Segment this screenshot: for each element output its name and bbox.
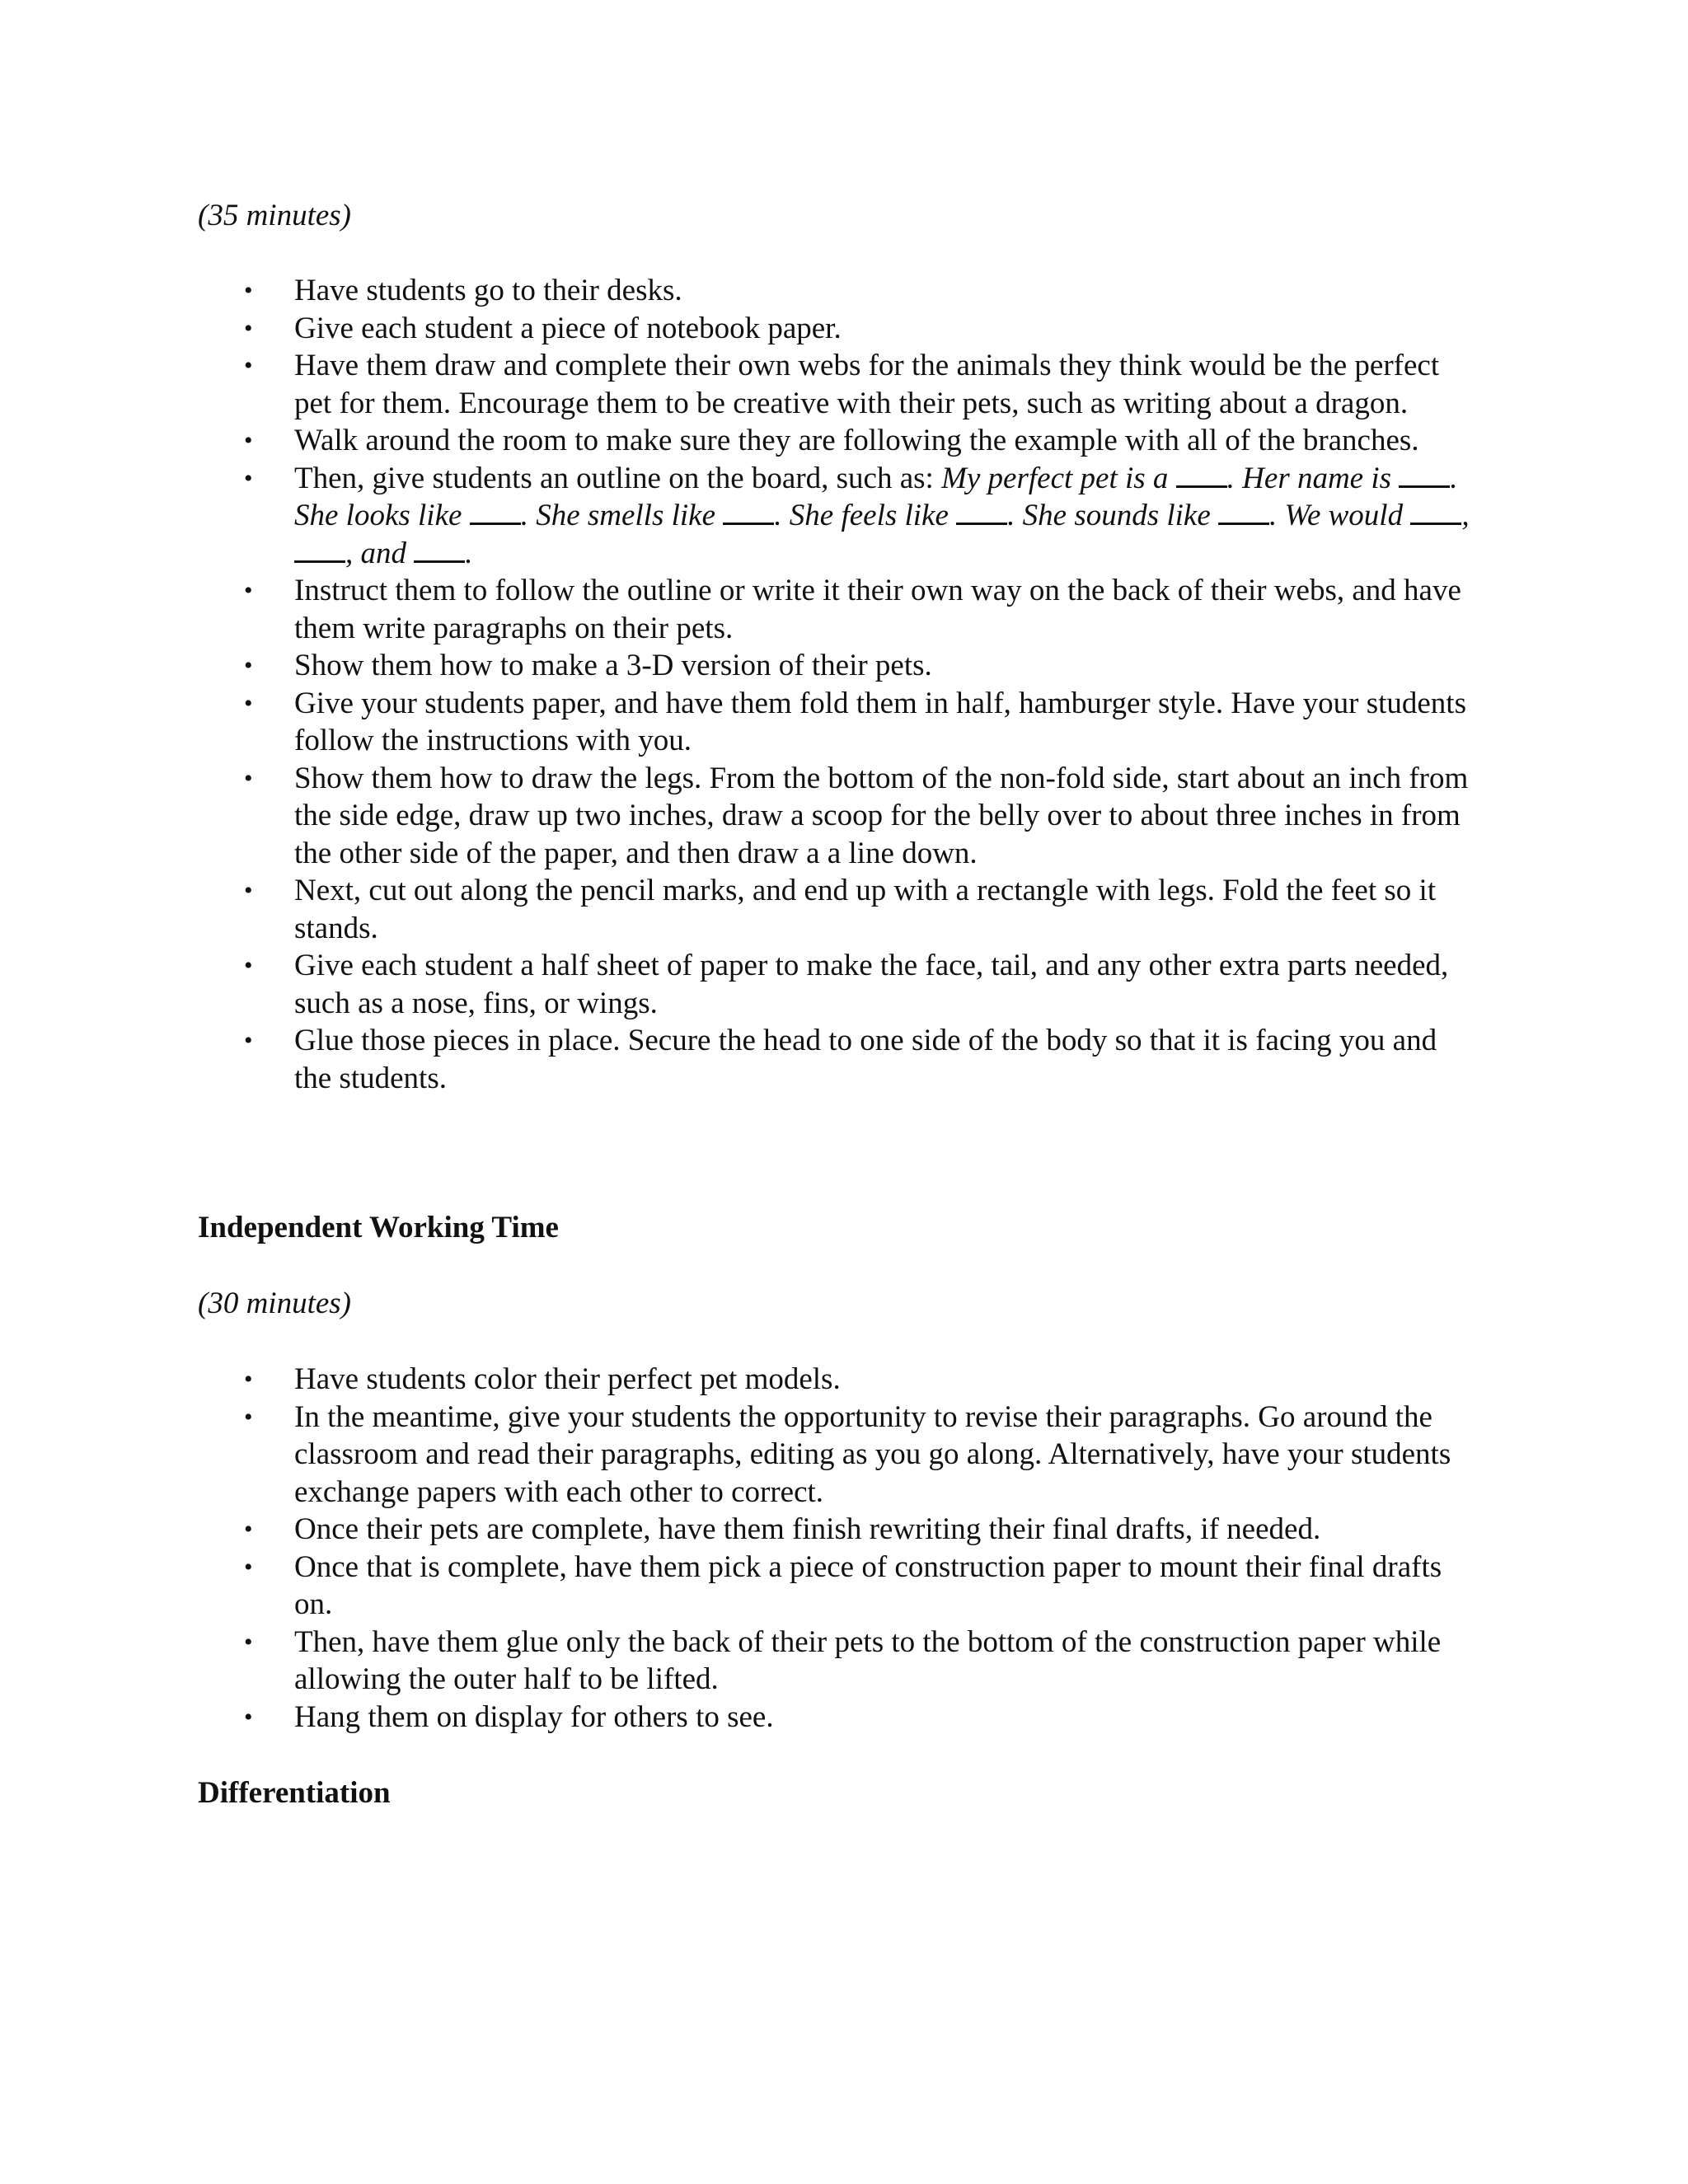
fill-blank xyxy=(1218,498,1269,525)
list-item: • Show them how to make a 3-D version of their pets. xyxy=(0,647,1473,685)
list-item: • Glue those pieces in place. Secure the head to one side of the body so that it is facing you and the students. xyxy=(244,1024,1437,1095)
bullet-icon: • xyxy=(244,1366,253,1393)
section-heading: Differentiation xyxy=(198,1776,391,1810)
list-item: • Then, have them glue only the back of their pets to the bottom of the construction paper while allowing the outer half to be lifted. xyxy=(244,1624,1442,1696)
section-timing: (35 minutes) xyxy=(198,199,351,232)
list-item: • Give your students paper, and have them fold them in half, hamburger style. Have your students follow the instructions with you. xyxy=(244,686,1466,757)
list-item: • Show them how to draw the legs. From the bottom of the non-fold side, start about an inch from the side edge, draw up two inches, draw a scoop for the belly over to about three inches in from the other side of the paper, and then draw a a line down. xyxy=(244,761,1469,870)
bullet-icon: • xyxy=(244,314,253,342)
list-item: • Have them draw and complete their own webs for the animals they think would be the perfect pet for them. Encourage them to be creative with their pets, such as writing about a dragon. xyxy=(244,349,1440,420)
bullet-icon: • xyxy=(244,1027,253,1054)
list-item: • Have students color their perfect pet models. xyxy=(0,1361,1473,1399)
list-item: • Instruct them to follow the outline or write it their own way on the back of their webs, and have them write paragraphs on their pets. xyxy=(244,574,1461,645)
section-timing: (30 minutes) xyxy=(198,1286,351,1320)
list-item: • Give each student a half sheet of paper to make the face, tail, and any other extra parts needed, such as a nose, fins, or wings. xyxy=(244,949,1449,1020)
bullet-icon: • xyxy=(244,277,253,304)
bullet-icon: • xyxy=(244,577,253,604)
working-time-list xyxy=(0,1361,1688,1736)
fill-blank xyxy=(294,536,345,563)
list-item: • Have students go to their desks. xyxy=(0,272,1473,310)
fill-blank xyxy=(723,498,774,525)
bullet-icon: • xyxy=(244,952,253,979)
fill-blank xyxy=(956,498,1007,525)
bullet-icon: • xyxy=(244,764,253,792)
list-item: • Once that is complete, have them pick a piece of construction paper to mount their final drafts on. xyxy=(244,1549,1442,1621)
bullet-icon: • xyxy=(244,1403,253,1431)
section-heading: Independent Working Time xyxy=(198,1211,559,1244)
bullet-icon: • xyxy=(244,1703,253,1731)
bullet-icon: • xyxy=(244,1628,253,1656)
bullet-icon: • xyxy=(244,689,253,717)
bullet-icon: • xyxy=(244,652,253,679)
bullet-icon: • xyxy=(244,464,253,492)
fill-blank xyxy=(414,536,465,563)
bullet-icon: • xyxy=(244,427,253,454)
list-item: • Give each student a piece of notebook paper. xyxy=(0,310,1473,348)
fill-blank xyxy=(1399,461,1450,488)
list-item: • Walk around the room to make sure they are following the example with all of the branches. xyxy=(0,422,1473,460)
list-item: • Hang them on display for others to see. xyxy=(0,1699,1473,1736)
instruction-list xyxy=(0,272,1688,1097)
fill-blank xyxy=(1176,461,1227,488)
fill-blank xyxy=(1410,498,1461,525)
list-item: • Once their pets are complete, have them finish rewriting their final drafts, if needed. xyxy=(0,1511,1473,1549)
list-item: • Next, cut out along the pencil marks, and end up with a rectangle with legs. Fold the feet so it stands. xyxy=(244,874,1437,945)
list-item: • In the meantime, give your students the opportunity to revise their paragraphs. Go around the classroom and read their paragraphs, editing as you go along. Alternatively, have your students exchange papers with each other to correct. xyxy=(244,1399,1451,1509)
bullet-icon: • xyxy=(244,1553,253,1581)
bullet-icon: • xyxy=(244,352,253,379)
bullet-icon: • xyxy=(244,1516,253,1543)
fill-blank xyxy=(470,498,521,525)
bullet-icon: • xyxy=(244,877,253,904)
list-item-outline: • Then, give students an outline on the board, such as: My perfect pet is a . Her name is . She looks like . She smells like . She feels like . She sounds like . We would , , and . xyxy=(244,461,1470,570)
